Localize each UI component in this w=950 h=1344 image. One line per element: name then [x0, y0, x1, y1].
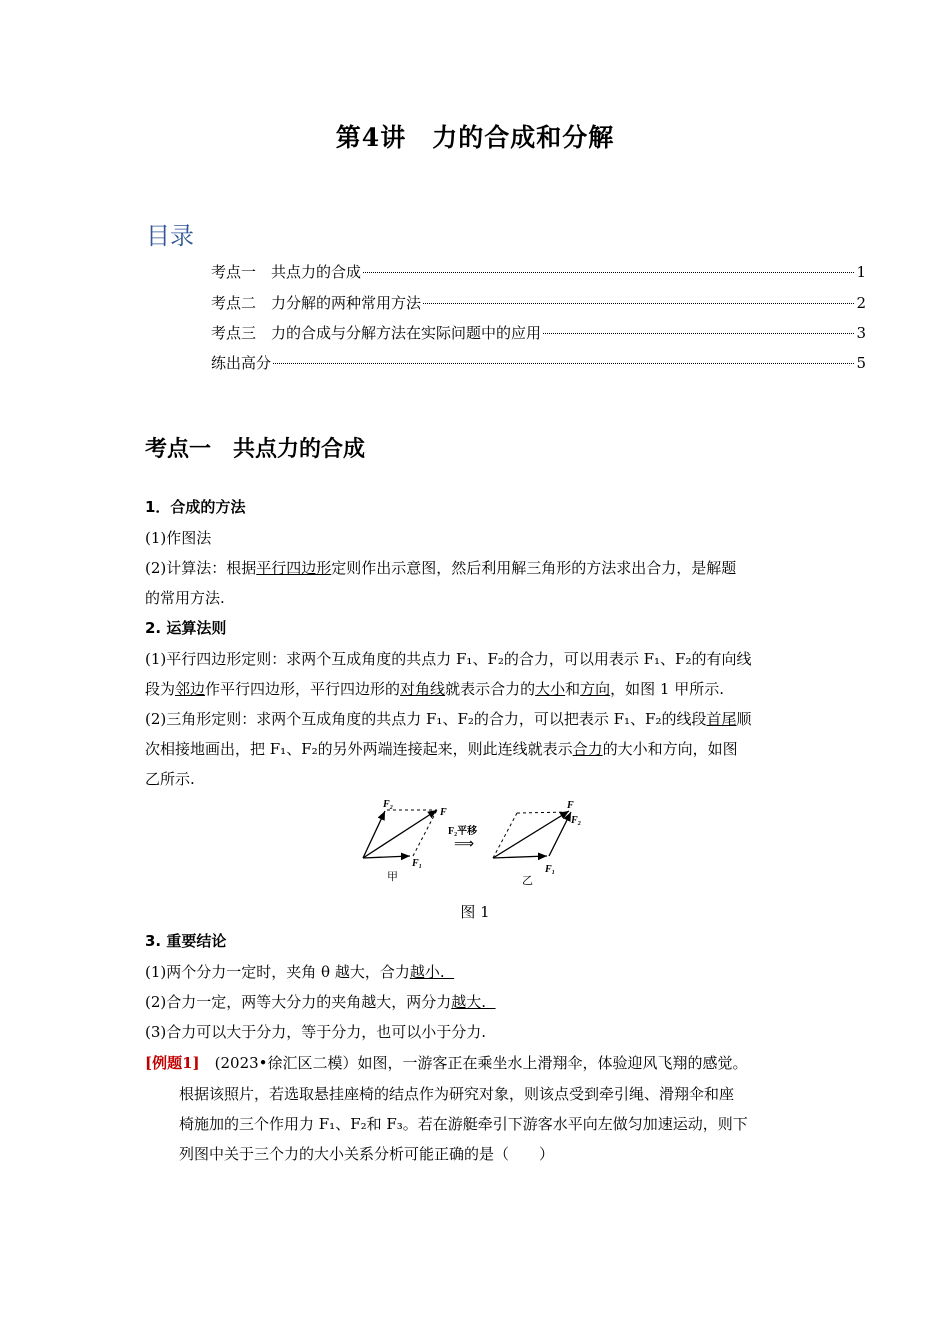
paragraph: 的常用方法.	[145, 589, 225, 607]
subheading-1: 1．合成的方法	[145, 498, 246, 516]
toc-item-2[interactable]	[211, 292, 866, 313]
caption-yi: 乙	[522, 875, 533, 887]
f2-vector-right	[549, 812, 571, 856]
label-f2: F₂	[571, 815, 582, 826]
paragraph: (2)计算法：根据平行四边形定则作出示意图，然后利用解三角形的方法求出合力，是解题	[145, 559, 737, 577]
paragraph: 段为邻边作平行四边形，平行四边形的对角线就表示合力的大小和方向，如图 1 甲所示.	[145, 680, 724, 698]
label-f1: F₁	[545, 864, 556, 875]
shift-arrow-icon: ⟹	[454, 837, 475, 852]
paragraph: 次相接地画出，把 F₁、F₂的另外两端连接起来，则此连线就表示合力的大小和方向，如图	[145, 740, 738, 758]
toc-item-label: 练出高分	[211, 354, 272, 372]
example-line: 列图中关于三个力的大小关系分析可能正确的是（ ）	[179, 1145, 555, 1163]
force-diagram	[355, 796, 605, 891]
toc-leader-dots	[363, 272, 854, 273]
toc-heading: 目录	[146, 222, 194, 250]
toc-item-label: 考点二 力分解的两种常用方法	[211, 294, 422, 312]
paragraph: (1)平行四边形定则：求两个互成角度的共点力 F₁、F₂的合力，可以用表示 F₁、F₂的有向线	[145, 650, 752, 668]
toc-item-1[interactable]	[211, 261, 866, 282]
paragraph: (2)合力一定，两等大分力的夹角越大，两分力越大.	[145, 993, 496, 1011]
paragraph: (1)两个分力一定时，夹角 θ 越大，合力越小.	[145, 963, 455, 981]
toc-item-label: 考点三 力的合成与分解方法在实际问题中的应用	[211, 324, 542, 342]
caption-jia: 甲	[387, 871, 398, 883]
label-f1: F₁	[412, 858, 423, 869]
toc-item-4[interactable]	[211, 352, 866, 373]
paragraph: (2)三角形定则：求两个互成角度的共点力 F₁、F₂的合力，可以把表示 F₁、F₂的线段首尾顺	[145, 710, 752, 728]
figure-caption: 图 1	[460, 903, 490, 921]
toc-item-page: 5	[856, 354, 866, 372]
toc-leader-dots	[423, 303, 854, 304]
f1-vector-left	[363, 856, 410, 858]
subheading-3: 3. 重要结论	[145, 932, 227, 950]
paragraph: (3)合力可以大于分力，等于分力，也可以小于分力.	[145, 1023, 487, 1041]
example-tag: [例题1]	[145, 1054, 200, 1072]
toc-item-page: 1	[856, 263, 866, 281]
toc-item-page: 2	[856, 294, 866, 312]
label-f: F	[440, 807, 447, 818]
toc-leader-dots	[273, 363, 854, 364]
example-line: 根据该照片，若选取悬挂座椅的结点作为研究对象，则该点受到牵引绳、滑翔伞和座	[179, 1085, 735, 1103]
section-heading: 考点一 共点力的合成	[145, 437, 366, 462]
example-line: [例题1] (2023•徐汇区二模）如图，一游客正在乘坐水上滑翔伞，体验迎风飞翔的感觉。	[145, 1054, 748, 1072]
toc-item-page: 3	[856, 324, 866, 342]
resultant-vector-right	[493, 811, 569, 858]
label-f2: F₂	[383, 799, 394, 810]
toc-leader-dots	[543, 333, 854, 334]
paragraph: (1)作图法	[145, 529, 212, 547]
example-line: 椅施加的三个作用力 F₁、F₂和 F₃。若在游艇牵引下游客水平向左做匀加速运动，则下	[179, 1115, 748, 1133]
subheading-2: 2. 运算法则	[145, 619, 227, 637]
page-title: 第4讲 力的合成和分解	[335, 123, 615, 152]
toc-item-3[interactable]	[211, 322, 866, 343]
paragraph: 乙所示.	[145, 770, 195, 788]
shift-label: F₂平移	[448, 826, 478, 837]
label-f: F	[567, 800, 574, 811]
f1-vector-right	[493, 856, 547, 858]
toc-item-label: 考点一 共点力的合成	[211, 263, 362, 281]
